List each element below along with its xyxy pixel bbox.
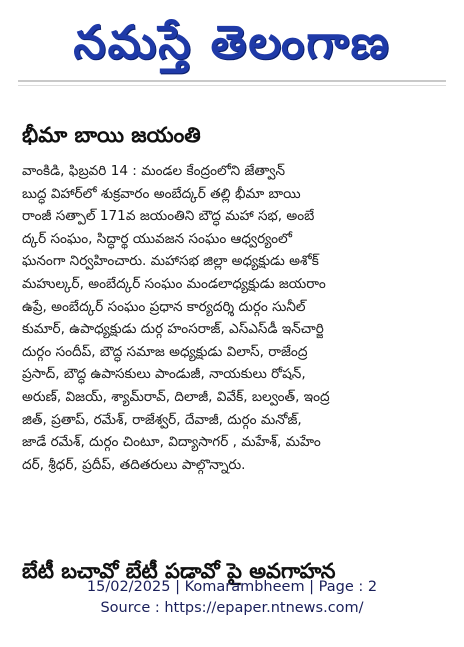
newspaper-clipping <box>18 10 446 583</box>
article-line: దర్, శ్రీధర్, ప్రదీప్, తదితరులు పాల్గొన్నారు. <box>22 456 246 473</box>
article-line: ద్కర్ సంఘం, సిద్ధార్థ యువజన సంఘం ఆధ్వర్యంలో <box>22 230 292 247</box>
footer <box>0 577 464 619</box>
article-line: రాంజీ సత్పాల్ 171వ జయంతిని బౌద్ధ మహా సభ, అంబే <box>22 208 315 225</box>
article-line: మహుల్కర్, అంబేద్కర్ సంఘం మండలాధ్యక్షుడు జయరాం <box>22 275 326 292</box>
article-line: దుర్గం సందీప్, బౌద్ధ సమాజ అధ్యక్షుడు విలాస్, రాజేంద్ర <box>22 343 308 360</box>
masthead-divider <box>18 80 446 82</box>
article-line: జాడే రమేశ్, దుర్గం చింటూ, విద్యాసాగర్ , మహేశ్, మహేం <box>22 434 321 451</box>
article-line: ఉప్రే, అంబేద్కర్ సంఘం ప్రధాన కార్యదర్శి దుర్గం సునీల్ <box>22 298 306 315</box>
article-line: ఘనంగా నిర్వహించారు. మహాసభ జిల్లా అధ్యక్షుడు అశోక్ <box>22 253 319 270</box>
masthead-divider-thin <box>18 85 446 86</box>
article-line: అరుణ్, విజయ్, శ్యామ్‌రావ్, దిలాజీ, వివేక్, బల్వంత్, ఇంద్ర <box>22 388 330 405</box>
article-line: కుమార్, ఉపాధ్యక్షుడు దుర్గ హంసరాజ్, ఎస్ఎస్‌డీ ఇన్‌చార్జి <box>22 321 324 338</box>
article-line: జిత్, ప్రతాప్, రమేశ్, రాజేశ్వర్, దేవాజీ, దుర్గం మనోజ్, <box>22 411 302 428</box>
masthead-logo: నమస్తే తెలంగాణ <box>73 15 391 69</box>
article-line: బుద్ధ విహార్‌లో శుక్రవారం అంబేద్కర్ తల్లి భీమా బాయి <box>22 185 301 202</box>
article-body <box>22 160 442 476</box>
article-line: ప్రసాద్, బౌద్ధ ఉపాసకులు పాండుజీ, నాయకులు రోషన్, <box>22 366 306 383</box>
footer-date-edition: 15/02/2025 | Komarambheem | Page : 2 <box>86 579 378 595</box>
next-article-headline-cut: బేటీ బచావో బేటీ పడావో పై అవగాహన <box>22 559 336 583</box>
article-line: వాంకిడి, ఫిబ్రవరి 14 : మండల కేంద్రంలోని జేత్వాన్ <box>22 163 286 179</box>
footer-source: Source : https://epaper.ntnews.com/ <box>100 600 364 616</box>
article-headline: భీమా బాయి జయంతి <box>22 123 201 147</box>
